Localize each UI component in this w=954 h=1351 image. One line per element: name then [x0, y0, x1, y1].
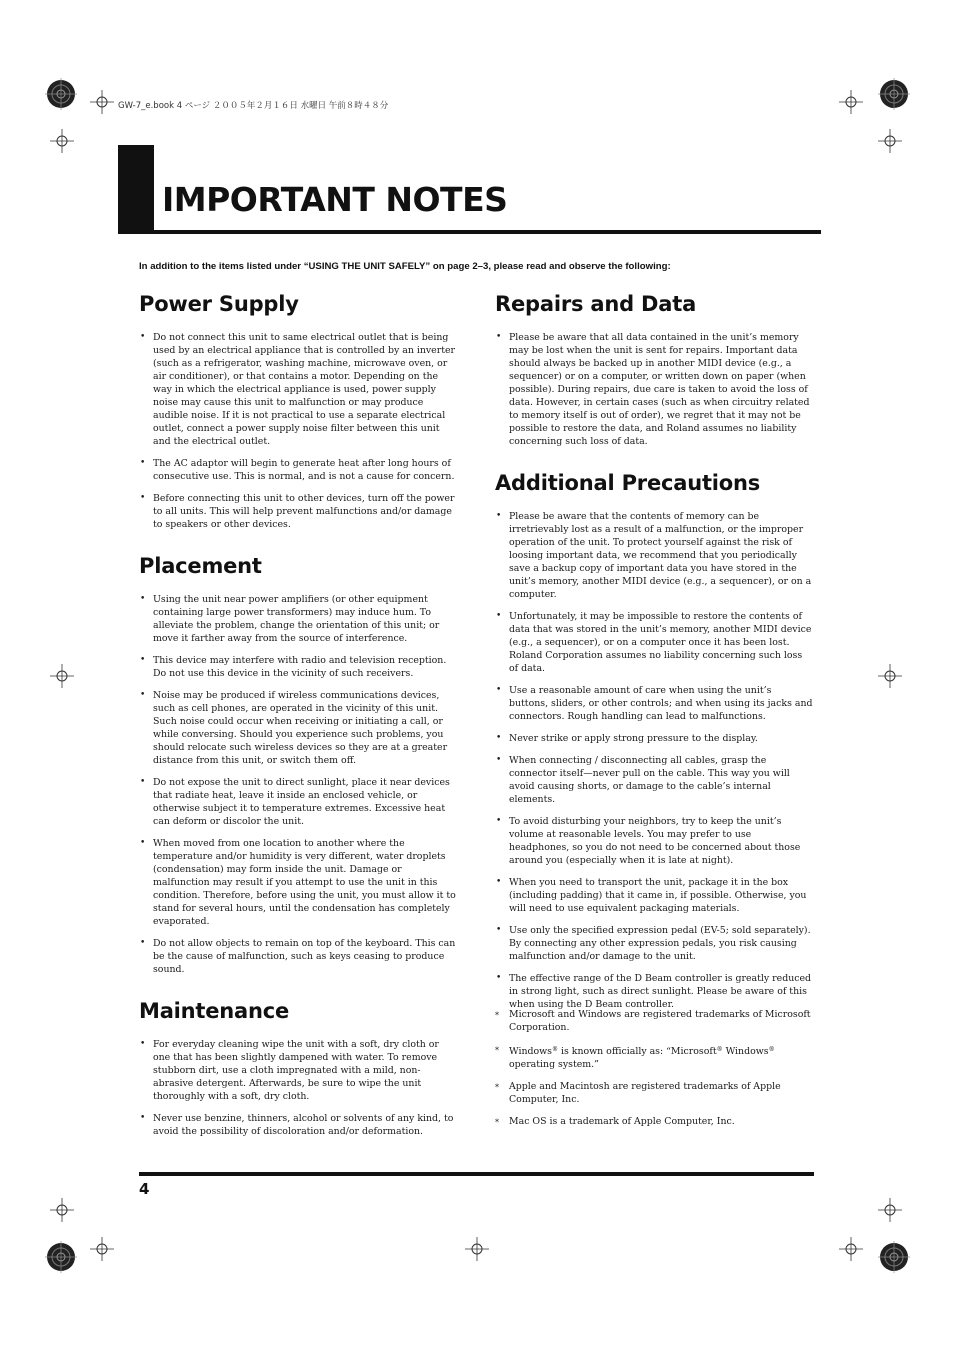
section-title-maintenance: Maintenance: [139, 999, 290, 1023]
crosshair-icon: [90, 90, 114, 114]
maintenance-list: [139, 1038, 457, 1138]
list-item: • Please be aware that all data contained in the unit’s memory may be lost when the unit is sent for repairs. Important data should always be backed up in another MIDI device (e.g., a sequencer) or on a computer, or written down on paper (when possible). During repairs, due care is taken to avoid the loss of data. However, in certain cases (such as when circuitry related to memory itself is out of order), we regret that it may not be possible to restore the data, and Roland assumes no liability concerning such loss of data.: [496, 332, 810, 447]
placement-list: [139, 593, 457, 976]
bullet-icon: •: [140, 777, 146, 787]
bullet-icon: •: [140, 458, 146, 468]
page-title: IMPORTANT NOTES: [162, 180, 508, 219]
registration-target-icon: [41, 74, 81, 114]
registration-target-icon: [874, 1237, 914, 1277]
bullet-icon: •: [140, 655, 146, 665]
list-item: • Use only the specified expression pedal (EV-5; sold separately). By connecting any other expression pedals, you risk causing malfunction and/or damage to the unit.: [496, 925, 811, 962]
list-item: • When connecting / disconnecting all cables, grasp the connector itself—never pull on the cable. This way you will avoid causing shorts, or damage to the cable’s internal elements.: [496, 755, 790, 805]
bullet-icon: •: [140, 1113, 146, 1123]
bullet-icon: •: [140, 690, 146, 700]
crosshair-icon: [878, 664, 902, 688]
registered-mark: ®: [768, 1046, 775, 1053]
crosshair-icon: [839, 1237, 863, 1261]
bullet-icon: •: [140, 594, 146, 604]
bullet-icon: •: [496, 877, 502, 887]
title-block-bar: [118, 145, 154, 234]
bullet-icon: •: [496, 973, 502, 983]
registration-target-icon: [41, 1237, 81, 1277]
trademark-note: * Microsoft and Windows are registered trademarks of Microsoft Corporation.: [495, 1009, 811, 1033]
list-item: • The effective range of the D Beam controller is greatly reduced in strong light, such as direct sunlight. Please be aware of this when using the D Beam controller.: [496, 973, 812, 1010]
asterisk-icon: *: [495, 1046, 499, 1055]
list-item: • Noise may be produced if wireless communications devices, such as cell phones, are operated in the vicinity of this unit. Such noise could occur when receiving or initiating a call, or while conversing. Should you experience such problems, you should relocate such wireless devices so they are at a greater distance from this unit, or switch them off.: [140, 690, 448, 766]
trademark-note: * Windows® is known officially as: “Microsoft® Windows® operating system.”: [495, 1046, 775, 1070]
section-title-power-supply: Power Supply: [139, 292, 299, 316]
registered-mark: ®: [552, 1046, 558, 1053]
bullet-icon: •: [496, 611, 502, 621]
bullet-icon: •: [140, 332, 146, 342]
additional-precautions-list: [495, 510, 813, 1011]
bullet-icon: •: [140, 938, 146, 948]
crosshair-icon: [50, 129, 74, 153]
bullet-icon: •: [140, 493, 146, 503]
title-rule: [118, 230, 821, 234]
crosshair-icon: [878, 1198, 902, 1222]
list-item: • Before connecting this unit to other devices, turn off the power to all units. This will help prevent malfunctions and/or damage to speakers or other devices.: [140, 493, 455, 530]
crosshair-icon: [50, 664, 74, 688]
list-item: • When moved from one location to another where the temperature and/or humidity is very different, water droplets (condensation) may form inside the unit. Damage or malfunction may result if you attempt to use the unit in this condition. Therefore, before using the unit, you must allow it to stand for several hours, until the condensation has completely evaporated.: [140, 838, 456, 927]
list-item: • Unfortunately, it may be impossible to restore the contents of data that was stored in the unit’s memory, another MIDI device (e.g., a sequencer), or on a computer once it has been lost. Roland Corporation assumes no liability concerning such loss of data.: [496, 611, 812, 674]
crosshair-icon: [878, 129, 902, 153]
trademark-note: * Mac OS is a trademark of Apple Computer, Inc.: [495, 1116, 735, 1127]
asterisk-icon: *: [495, 1011, 499, 1020]
bullet-icon: •: [496, 685, 502, 695]
list-item: • This device may interfere with radio and television reception. Do not use this device in the vicinity of such receivers.: [140, 655, 447, 679]
bullet-icon: •: [496, 816, 502, 826]
list-item: • Never strike or apply strong pressure to the display.: [496, 733, 758, 744]
list-item: • Never use benzine, thinners, alcohol or solvents of any kind, to avoid the possibility of discoloration and/or deformation.: [140, 1113, 454, 1137]
list-item: • Do not connect this unit to same electrical outlet that is being used by an electrical appliance that is controlled by an inverter (such as a refrigerator, washing machine, microwave oven, or air conditioner), or that contains a motor. Depending on the way in which the electrical appliance is used, power supply noise may cause this unit to malfunction or may produce audible noise. If it is not practical to use a separate electrical outlet, connect a power supply noise filter between this unit and the electrical outlet.: [140, 332, 455, 447]
list-item: • Use a reasonable amount of care when using the unit’s buttons, sliders, or other controls; and when using its jacks and connectors. Rough handling can lead to malfunctions.: [496, 685, 813, 722]
section-title-additional-precautions: Additional Precautions: [495, 471, 761, 495]
bullet-icon: •: [496, 733, 502, 743]
crosshair-icon: [90, 1237, 114, 1261]
section-title-repairs-and-data: Repairs and Data: [495, 292, 697, 316]
print-header: GW-7_e.book 4 ページ ２００５年２月１６日 水曜日 午前８時４８分: [118, 101, 389, 111]
bullet-icon: •: [496, 332, 502, 342]
list-item: • For everyday cleaning wipe the unit with a soft, dry cloth or one that has been slightly dampened with water. To remove stubborn dirt, use a cloth impregnated with a mild, non-abrasive detergent. Afterwards, be sure to wipe the unit thoroughly with a soft, dry cloth.: [140, 1039, 439, 1102]
registration-target-icon: [874, 74, 914, 114]
list-item: • To avoid disturbing your neighbors, try to keep the unit’s volume at reasonable levels. You may prefer to use headphones, so you do not need to be concerned about those around you (especially when it is late at night).: [496, 816, 801, 866]
list-item: • Please be aware that the contents of memory can be irretrievably lost as a result of a malfunction, or the improper operation of the unit. To protect yourself against the risk of loosing important data, we recommend that you periodically save a backup copy of important data you have stored in the unit’s memory, another MIDI device (e.g., a sequencer), or on a computer.: [496, 511, 812, 600]
section-title-placement: Placement: [139, 554, 262, 578]
registered-mark: ®: [716, 1046, 723, 1053]
repairs-and-data-list: [495, 331, 813, 448]
trademark-note: * Apple and Macintosh are registered trademarks of Apple Computer, Inc.: [495, 1081, 781, 1105]
list-item: • Do not expose the unit to direct sunlight, place it near devices that radiate heat, leave it inside an enclosed vehicle, or otherwise subject it to temperature extremes. Excessive heat can deform or discolor the unit.: [140, 777, 450, 827]
asterisk-icon: *: [495, 1083, 499, 1092]
intro-text: In addition to the items listed under “USING THE UNIT SAFELY” on page 2–3, please read and observe the following:: [139, 261, 671, 272]
page-number: 4: [139, 1180, 150, 1198]
list-item: • Using the unit near power amplifiers (or other equipment containing large power transformers) may induce hum. To alleviate the problem, change the orientation of this unit; or move it farther away from the source of interference.: [140, 594, 440, 644]
bullet-icon: •: [140, 838, 146, 848]
list-item: • Do not allow objects to remain on top of the keyboard. This can be the cause of malfunction, such as keys ceasing to produce sound.: [140, 938, 456, 975]
trademark-notes: [495, 1008, 813, 1137]
bullet-icon: •: [496, 755, 502, 765]
list-item: • When you need to transport the unit, package it in the box (including padding) that it came in, if possible. Otherwise, you will need to use equivalent packaging materials.: [496, 877, 807, 914]
crosshair-icon: [839, 90, 863, 114]
bullet-icon: •: [140, 1039, 146, 1049]
power-supply-list: [139, 331, 457, 531]
footer-rule: [139, 1172, 814, 1176]
asterisk-icon: *: [495, 1118, 499, 1127]
crosshair-icon: [50, 1198, 74, 1222]
crosshair-icon: [465, 1237, 489, 1261]
left-column: [139, 290, 457, 1147]
bullet-icon: •: [496, 925, 502, 935]
right-column: [495, 290, 813, 1020]
bullet-icon: •: [496, 511, 502, 521]
list-item: • The AC adaptor will begin to generate heat after long hours of consecutive use. This is normal, and is not a cause for concern.: [140, 458, 455, 482]
